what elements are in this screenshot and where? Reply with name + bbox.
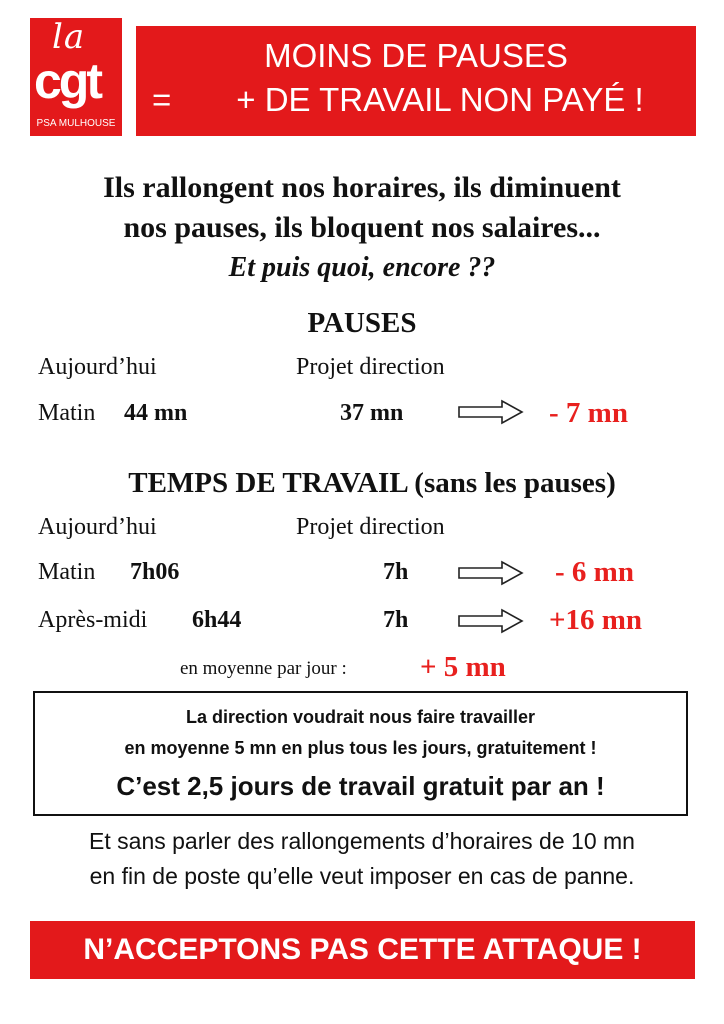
footer-banner: N’ACCEPTONS PAS CETTE ATTAQUE !: [30, 921, 695, 979]
note-line-2: en fin de poste qu’elle veut imposer en cas de panne.: [89, 863, 635, 889]
cgt-logo: [30, 18, 122, 136]
pauses-row-delta: - 7 mn: [549, 397, 628, 429]
info-box-line-1: La direction voudrait nous faire travailler: [185, 707, 536, 727]
worktime-row-delta: +16 mn: [549, 604, 643, 636]
header-title-line2: [136, 78, 696, 122]
arrow-right-icon: [458, 399, 524, 425]
header-title-line2-text: + DE TRAVAIL NON PAYÉ !: [236, 81, 644, 118]
pauses-row-today: 44 mn: [124, 400, 188, 426]
worktime-section-title: TEMPS DE TRAVAIL (sans les pauses): [128, 467, 616, 499]
pauses-row-label: Matin: [38, 400, 96, 426]
logo-subtitle: PSA MULHOUSE: [36, 118, 116, 129]
worktime-row-today: 6h44: [192, 607, 242, 633]
pauses-section-title: PAUSES: [307, 307, 417, 339]
worktime-col-today: Aujourd’hui: [38, 514, 157, 540]
info-box: [33, 691, 688, 816]
logo-script-text: la: [52, 18, 86, 57]
note-line-1: Et sans parler des rallongements d’horaires de 10 mn: [89, 828, 635, 854]
intro-line-1: Ils rallongent nos horaires, ils diminuent: [103, 171, 621, 204]
header-equals-sign: =: [152, 81, 172, 118]
pauses-row-project: 37 mn: [340, 400, 404, 426]
worktime-row-label: Après-midi: [38, 607, 148, 633]
logo-main-text: cgt: [34, 53, 100, 109]
worktime-row-project: 7h: [383, 607, 409, 633]
arrow-right-icon: [458, 560, 524, 586]
worktime-col-project: Projet direction: [296, 514, 445, 540]
header-banner: [136, 26, 696, 136]
average-value: + 5 mn: [420, 651, 506, 683]
worktime-row-delta: - 6 mn: [555, 556, 634, 588]
worktime-row-today: 7h06: [130, 559, 180, 585]
header-title-line1: MOINS DE PAUSES: [264, 37, 568, 74]
pauses-col-today: Aujourd’hui: [38, 354, 157, 380]
intro-line-2: nos pauses, ils bloquent nos salaires...: [123, 211, 601, 244]
pauses-col-project: Projet direction: [296, 354, 445, 380]
worktime-row-project: 7h: [383, 559, 409, 585]
info-box-line-3: C’est 2,5 jours de travail gratuit par an !: [116, 771, 605, 801]
intro-line-3: Et puis quoi, encore ??: [228, 252, 496, 283]
arrow-right-icon: [458, 608, 524, 634]
info-box-line-2: en moyenne 5 mn en plus tous les jours, gratuitement !: [124, 738, 597, 758]
worktime-row-label: Matin: [38, 559, 96, 585]
average-label: en moyenne par jour :: [180, 658, 347, 679]
